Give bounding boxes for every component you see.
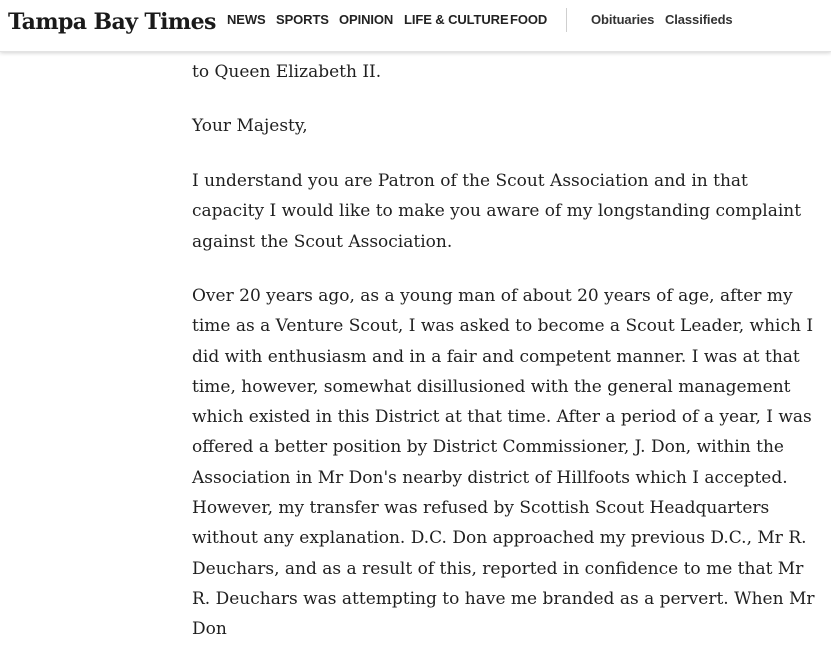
nav-obituaries[interactable]: Obituaries xyxy=(591,12,655,27)
nav-news[interactable]: NEWS xyxy=(227,12,266,27)
nav-opinion[interactable]: OPINION xyxy=(339,12,394,27)
nav-food[interactable]: FOOD xyxy=(510,12,548,27)
site-logo[interactable]: Tampa Bay Times xyxy=(8,9,216,35)
article-paragraph: to Queen Elizabeth II. xyxy=(192,62,382,82)
nav-sports[interactable]: SPORTS xyxy=(276,12,329,27)
nav-divider xyxy=(566,8,567,32)
article-paragraph: Over 20 years ago, as a young man of about 20 years of age, after my time as a Venture Scout, I was asked to become a Scout Leader, which I did with enthusiasm and in a fair and competent manner. I was at that time, however, somewhat disillusioned with the general management which existed in this District at that time. After a period of a year, I was offered a better position by District Commissioner, J. Don, within the Association in Mr Don's nearby district of Hillfoots which I accepted. However, my transfer was refused by Scottish Scout Headquarters without any explanation. D.C. Don approached my previous D.C., Mr R. Deuchars, and as a result of this, reported in confidence to me that Mr R. Deuchars was attempting to have me branded as a pervert. When Mr Don xyxy=(192,286,815,640)
article-paragraph: I understand you are Patron of the Scout Association and in that capacity I would like to make you aware of my longstanding complaint against the Scout Association. xyxy=(192,171,802,252)
article-paragraph: Your Majesty, xyxy=(192,116,308,136)
site-header xyxy=(0,0,831,52)
nav-classifieds[interactable]: Classifieds xyxy=(665,12,733,27)
nav-life-culture[interactable]: LIFE & CULTURE xyxy=(404,12,509,27)
